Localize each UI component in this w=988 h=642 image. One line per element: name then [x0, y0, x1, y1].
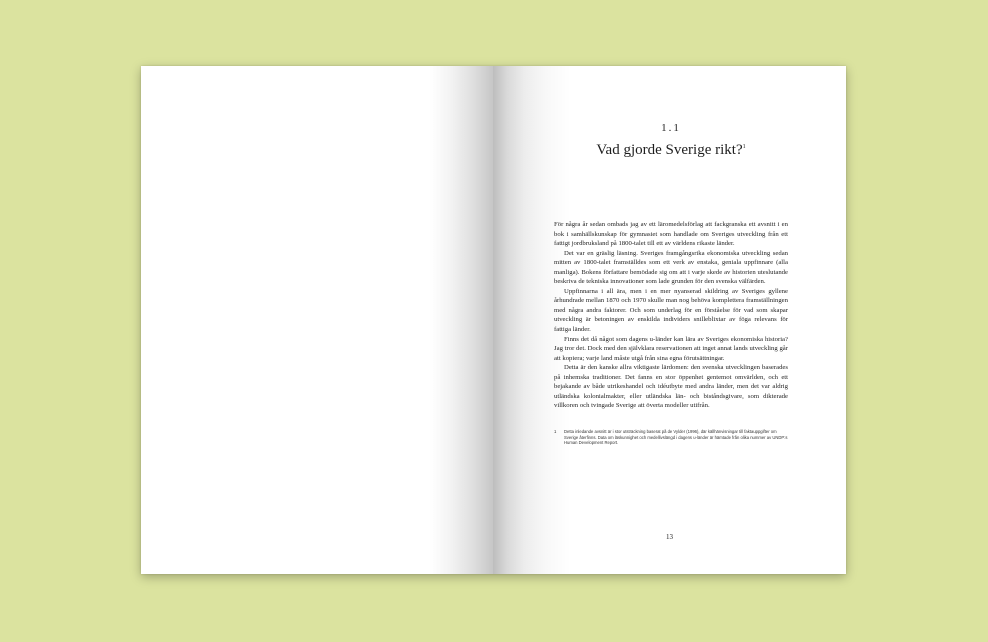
page-content — [554, 122, 788, 446]
open-book — [141, 66, 846, 574]
left-page-blank — [141, 66, 493, 574]
paragraph: Finns det då något som dagens u-länder kan lära av Sveriges ekonomiska historia? Jag tror det. Dock med den självklara reservationen att inget annat lands utveckling går att kopiera; varje land måste utgå från sina egna förutsättningar. — [554, 335, 788, 362]
footnote-mark: 1 — [554, 428, 557, 434]
right-page — [493, 66, 846, 574]
page-number: 13 — [666, 533, 673, 541]
paragraph: Det var en gräslig läsning. Sveriges framgångsrika ekonomiska utveckling sedan mitten av 1800-talet framställdes som ett verk av enstaka, geniala uppfinnare (alla manliga). Bokens författare bemödade sig om att i varje skede av historien uteslutande beskriva de tekniska innovationer som lade grunden för den svenska välfärden. — [554, 249, 788, 286]
paragraph: För några år sedan ombads jag av ett läromedelsförlag att fackgranska ett avsnitt i en bok i samhällskunskap för gymnasiet som handlade om Sveriges utveckling från ett fattigt jordbruksland på 1800-talet till ett av världens rikaste länder. — [554, 221, 788, 248]
chapter-number: 1.1 — [661, 122, 681, 134]
paragraph: Uppfinnarna i all ära, men i en mer nyanserad skildring av Sveriges gyllene århundrade mellan 1870 och 1970 skulle man nog behöva komplettera framställningen med några andra faktorer. Och som underlag för en förståelse för vad som skapar utveckling är betoningen av enskilda individers snilleblixtar av föga relevans för fattiga länder. — [554, 287, 788, 334]
footnote — [554, 429, 788, 446]
footnote-text: Detta inledande avsnitt är i stor utsträckning baserat på de Vylder (1996), där källhänvisningar till faktauppgifter om Sverige återfinns. Data om läskunnighet och medellivslängd i dagens u-länder är hämtade från olika nummer av UNDP:s Human Development Report. — [564, 428, 788, 446]
body-text — [554, 220, 788, 411]
footnote-reference: 1 — [742, 144, 746, 150]
paragraph: Detta är den kanske allra viktigaste lärdomen: den svenska utvecklingen baserades på inhemska traditioner. Det fanns en stor öppenhet gentemot omvärlden, och ett bejakande av både utrikeshandel och idéutbyte med andra länder, men det var aldrig utländska kolonialmakter, eller utländska län- och biståndsgivare, som dikterade villkoren och tvingade Sverige att överta modeller utifrån. — [554, 364, 788, 410]
chapter-title-text: Vad gjorde Sverige rikt? — [596, 142, 743, 158]
chapter-title — [554, 138, 788, 159]
